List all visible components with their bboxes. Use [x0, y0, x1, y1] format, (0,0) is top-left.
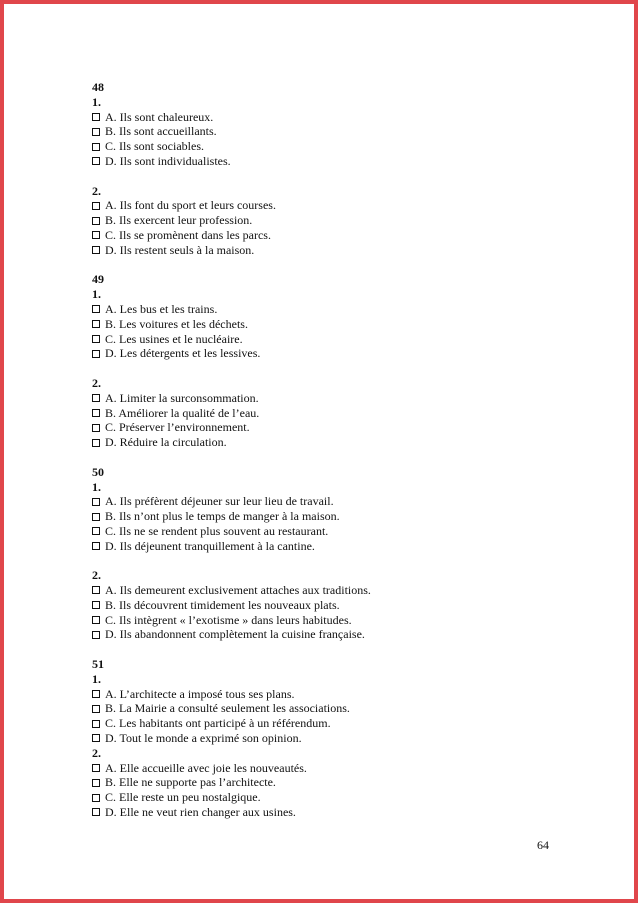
answer-option[interactable] — [92, 790, 562, 805]
checkbox-icon[interactable] — [92, 498, 100, 506]
option-label: C. Ils intègrent « l’exotisme » dans leurs habitudes. — [105, 612, 352, 627]
answer-option[interactable] — [92, 509, 562, 524]
option-label: D. Ils sont individualistes. — [105, 153, 231, 168]
option-label: A. Ils sont chaleureux. — [105, 109, 214, 124]
answer-option[interactable] — [92, 539, 562, 554]
checkbox-icon[interactable] — [92, 350, 100, 358]
answer-option[interactable] — [92, 598, 562, 613]
checkbox-icon[interactable] — [92, 720, 100, 728]
answer-option[interactable] — [92, 139, 562, 154]
checkbox-icon[interactable] — [92, 764, 100, 772]
sub-question-number: 2. — [92, 183, 101, 198]
answer-option[interactable] — [92, 110, 562, 125]
option-label: C. Ils sont sociables. — [105, 139, 204, 154]
answer-option[interactable] — [92, 687, 562, 702]
checkbox-icon[interactable] — [92, 143, 100, 151]
checkbox-icon[interactable] — [92, 734, 100, 742]
answer-option[interactable] — [92, 406, 562, 421]
checkbox-icon[interactable] — [92, 424, 100, 432]
option-label: A. Elle accueille avec joie les nouveautés. — [105, 760, 307, 775]
option-label: D. Réduire la circulation. — [105, 435, 227, 450]
option-label: D. Ils abandonnent complètement la cuisine française. — [105, 627, 365, 642]
option-label: B. Ils exercent leur profession. — [105, 213, 253, 228]
option-label: C. Les habitants ont participé à un référendum. — [105, 716, 331, 731]
answer-option[interactable] — [92, 213, 562, 228]
sub-question-number: 1. — [92, 479, 101, 494]
option-label: A. Ils préfèrent déjeuner sur leur lieu de travail. — [105, 494, 334, 509]
answer-option[interactable] — [92, 435, 562, 450]
option-label: B. Elle ne supporte pas l’architecte. — [105, 775, 276, 790]
answer-option[interactable] — [92, 583, 562, 598]
spacer — [92, 642, 562, 657]
option-label: B. Ils découvrent timidement les nouveaux plats. — [105, 597, 340, 612]
checkbox-icon[interactable] — [92, 779, 100, 787]
answer-option[interactable] — [92, 716, 562, 731]
answer-option[interactable] — [92, 332, 562, 347]
question-number: 50 — [92, 464, 104, 479]
sub-question-number: 1. — [92, 671, 101, 686]
sub-question-number: 1. — [92, 287, 101, 302]
spacer — [92, 554, 562, 569]
checkbox-icon[interactable] — [92, 128, 100, 136]
spacer — [92, 169, 562, 184]
checkbox-icon[interactable] — [92, 217, 100, 225]
answer-option[interactable] — [92, 154, 562, 169]
option-label: C. Ils ne se rendent plus souvent au restaurant. — [105, 523, 329, 538]
option-label: D. Les détergents et les lessives. — [105, 346, 261, 361]
checkbox-icon[interactable] — [92, 527, 100, 535]
option-label: B. La Mairie a consulté seulement les associations. — [105, 701, 350, 716]
answer-option[interactable] — [92, 613, 562, 628]
question-number: 49 — [92, 272, 104, 287]
sub-question-number: 1. — [92, 94, 101, 109]
checkbox-icon[interactable] — [92, 157, 100, 165]
spacer — [92, 258, 562, 273]
answer-option[interactable] — [92, 731, 562, 746]
option-label: C. Ils se promènent dans les parcs. — [105, 227, 271, 242]
option-label: A. Les bus et les trains. — [105, 301, 218, 316]
checkbox-icon[interactable] — [92, 542, 100, 550]
answer-option[interactable] — [92, 761, 562, 776]
checkbox-icon[interactable] — [92, 794, 100, 802]
option-label: A. L’architecte a imposé tous ses plans. — [105, 686, 295, 701]
checkbox-icon[interactable] — [92, 246, 100, 254]
checkbox-icon[interactable] — [92, 409, 100, 417]
answer-option[interactable] — [92, 391, 562, 406]
answer-option[interactable] — [92, 805, 562, 820]
answer-option[interactable] — [92, 198, 562, 213]
questionnaire — [92, 80, 562, 820]
answer-option[interactable] — [92, 346, 562, 361]
checkbox-icon[interactable] — [92, 808, 100, 816]
option-label: D. Elle ne veut rien changer aux usines. — [105, 805, 296, 820]
answer-option[interactable] — [92, 701, 562, 716]
answer-option[interactable] — [92, 420, 562, 435]
checkbox-icon[interactable] — [92, 513, 100, 521]
checkbox-icon[interactable] — [92, 690, 100, 698]
option-label: D. Ils restent seuls à la maison. — [105, 242, 255, 257]
option-label: B. Ils n’ont plus le temps de manger à la maison. — [105, 509, 340, 524]
checkbox-icon[interactable] — [92, 305, 100, 313]
answer-option[interactable] — [92, 494, 562, 509]
option-label: B. Ils sont accueillants. — [105, 124, 217, 139]
sub-question-number: 2. — [92, 568, 101, 583]
checkbox-icon[interactable] — [92, 616, 100, 624]
checkbox-icon[interactable] — [92, 202, 100, 210]
checkbox-icon[interactable] — [92, 586, 100, 594]
sub-question-number: 2. — [92, 745, 101, 760]
option-label: C. Les usines et le nucléaire. — [105, 331, 243, 346]
answer-option[interactable] — [92, 228, 562, 243]
checkbox-icon[interactable] — [92, 439, 100, 447]
option-label: D. Tout le monde a exprimé son opinion. — [105, 731, 302, 746]
checkbox-icon[interactable] — [92, 320, 100, 328]
answer-option[interactable] — [92, 124, 562, 139]
answer-option[interactable] — [92, 243, 562, 258]
checkbox-icon[interactable] — [92, 601, 100, 609]
option-label: B. Les voitures et les déchets. — [105, 316, 248, 331]
page-number: 64 — [537, 838, 549, 852]
option-label: A. Limiter la surconsommation. — [105, 390, 259, 405]
option-label: D. Ils déjeunent tranquillement à la cantine. — [105, 538, 315, 553]
checkbox-icon[interactable] — [92, 335, 100, 343]
answer-option[interactable] — [92, 524, 562, 539]
answer-option[interactable] — [92, 775, 562, 790]
option-label: C. Elle reste un peu nostalgique. — [105, 790, 261, 805]
checkbox-icon[interactable] — [92, 231, 100, 239]
option-label: A. Ils font du sport et leurs courses. — [105, 198, 276, 213]
checkbox-icon[interactable] — [92, 705, 100, 713]
checkbox-icon[interactable] — [92, 631, 100, 639]
checkbox-icon[interactable] — [92, 394, 100, 402]
question-number: 51 — [92, 657, 104, 672]
option-label: A. Ils demeurent exclusivement attaches aux traditions. — [105, 583, 371, 598]
question-number: 48 — [92, 80, 104, 94]
answer-option[interactable] — [92, 627, 562, 642]
option-label: B. Améliorer la qualité de l’eau. — [105, 405, 260, 420]
option-label: C. Préserver l’environnement. — [105, 420, 250, 435]
checkbox-icon[interactable] — [92, 113, 100, 121]
spacer — [92, 361, 562, 376]
sub-question-number: 2. — [92, 375, 101, 390]
answer-option[interactable] — [92, 317, 562, 332]
answer-option[interactable] — [92, 302, 562, 317]
spacer — [92, 450, 562, 465]
